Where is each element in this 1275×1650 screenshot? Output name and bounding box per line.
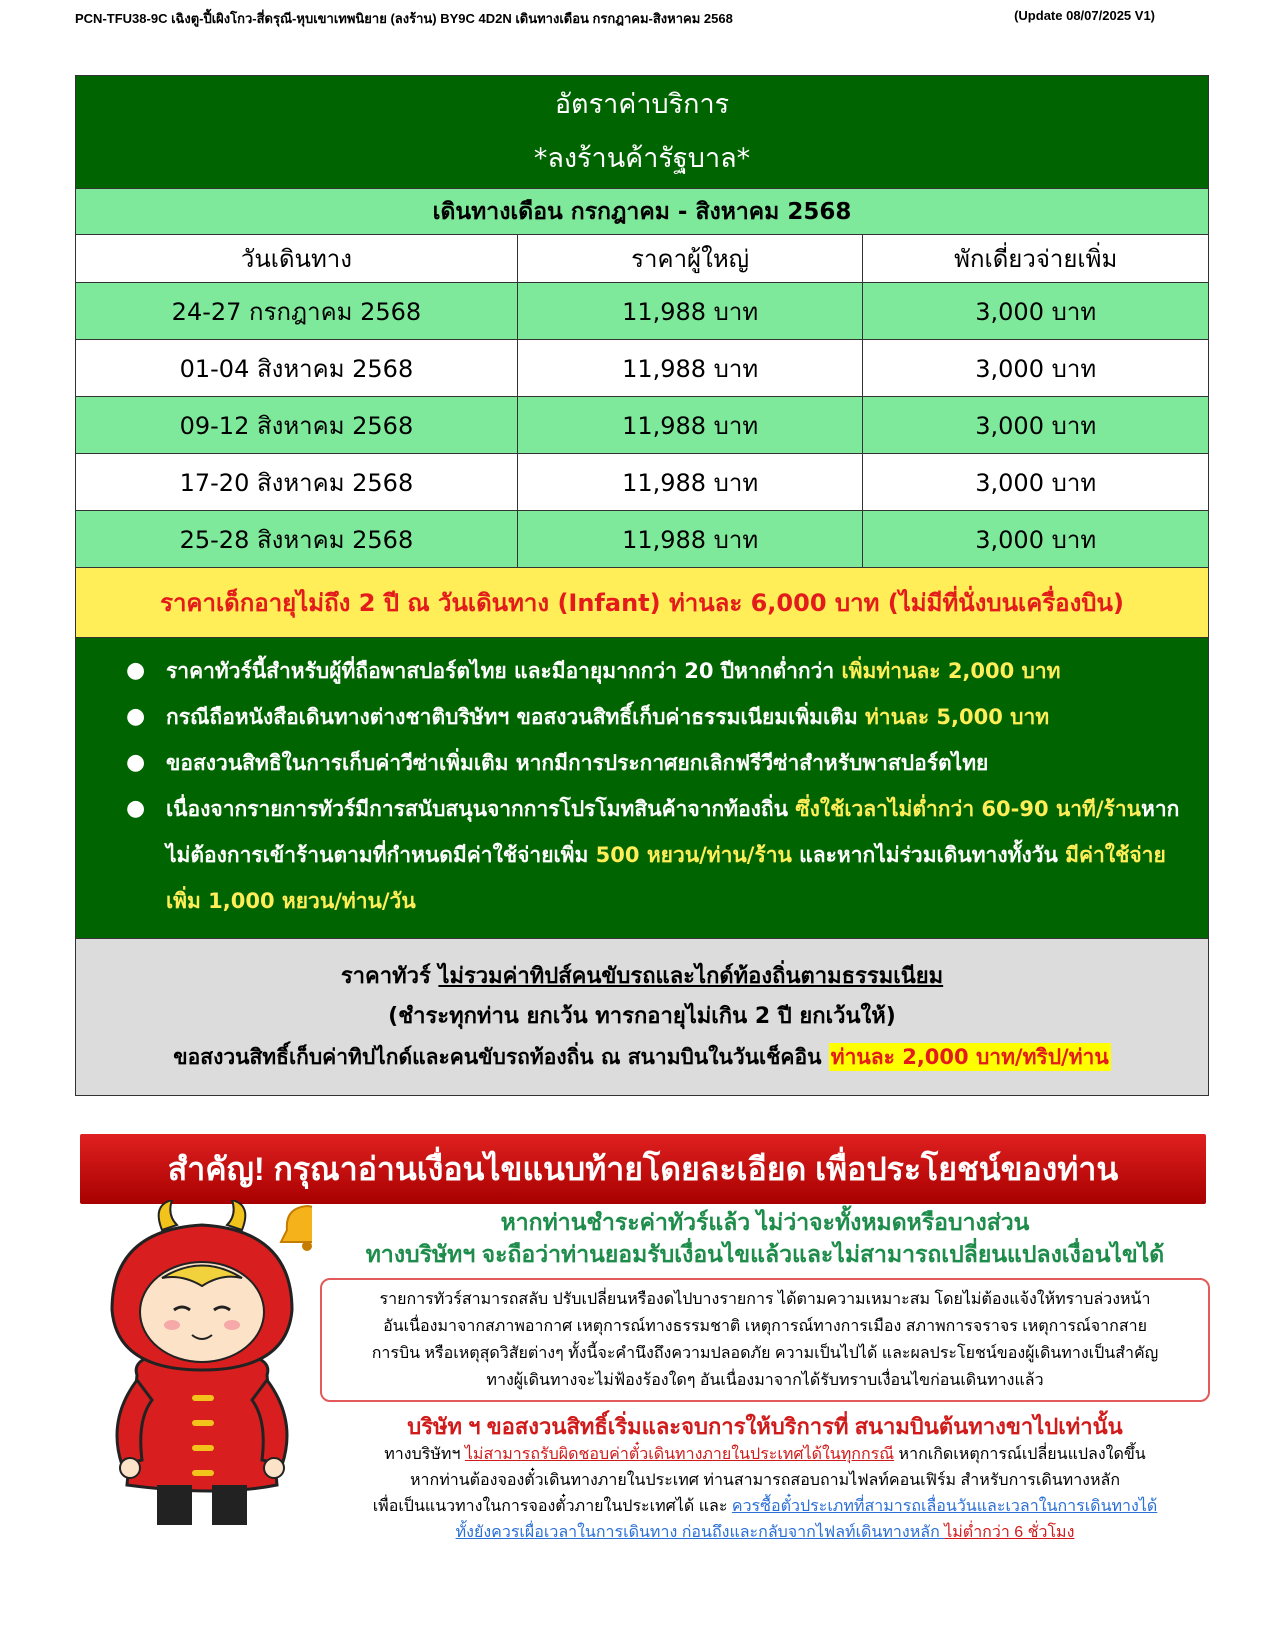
price-table-title bbox=[76, 76, 1209, 189]
tips-panel bbox=[75, 939, 1209, 1096]
table-row bbox=[76, 511, 1209, 568]
tips-underline: ไม่รวมค่าทิปส์คนขับรถและไกด์ท้องถิ่นตามธรรมเนียม bbox=[438, 964, 944, 989]
table-row bbox=[76, 340, 1209, 397]
tour-code-title: PCN-TFU38-9C เฉิงตู-ปี้เผิงโกว-สี่ดรุณี-หุบเขาเทพนิยาย (ลงร้าน) BY9C 4D2N เดินทางเดือน กรกฎาคม-สิงหาคม 2568 bbox=[75, 11, 733, 26]
note-text: และหากไม่ร่วมเดินทางทั้งวัน bbox=[791, 843, 1066, 867]
bullet-icon: ● bbox=[126, 750, 146, 775]
note-text: เนื่องจากรายการทัวร์มีการสนับสนุนจากการโปรโมทสินค้าจากท้องถิ่น bbox=[166, 797, 796, 821]
note-item bbox=[126, 786, 1188, 924]
cond-text: ทางบริษัทฯ bbox=[384, 1446, 465, 1463]
tips-text: ราคาทัวร์ bbox=[340, 964, 439, 989]
note-item bbox=[126, 740, 1188, 786]
domestic-ticket-line-4 bbox=[320, 1520, 1210, 1546]
table-row bbox=[76, 397, 1209, 454]
cell-single-supplement: 3,000 บาท bbox=[863, 511, 1209, 568]
price-table bbox=[75, 75, 1209, 638]
dragon-mascot-icon bbox=[92, 1200, 312, 1540]
table-row bbox=[76, 283, 1209, 340]
note-highlight: ท่านละ 5,000 บาท bbox=[864, 705, 1050, 729]
note-highlight: เพิ่มท่านละ 2,000 บาท bbox=[841, 659, 1061, 683]
note-highlight: มีค่าใช้จ่ายเพิ่ม 1,000 หยวน/ท่าน/วัน bbox=[166, 843, 1166, 913]
col-header-adult: ราคาผู้ใหญ่ bbox=[517, 235, 863, 283]
cond-text: หากเกิดเหตุการณ์เปลี่ยนแปลงใดขึ้น bbox=[894, 1446, 1146, 1463]
bullet-icon: ● bbox=[126, 658, 146, 683]
note-highlight: 500 หยวน/ท่าน/ร้าน bbox=[595, 843, 792, 867]
box-line: การบิน หรือเหตุสุดวิสัยต่างๆ ทั้งนี้จะคำนึงถึงความปลอดภัย ความเป็นไปได้ และผลประโยชน์ของผู้เดินทางเป็นสำคัญ bbox=[371, 1345, 1159, 1362]
cell-date: 17-20 สิงหาคม 2568 bbox=[76, 454, 518, 511]
tips-line-3 bbox=[86, 1037, 1198, 1077]
col-header-date: วันเดินทาง bbox=[76, 235, 518, 283]
tips-line-1 bbox=[86, 957, 1198, 997]
price-section bbox=[75, 75, 1209, 1096]
cond-text: เพื่อเป็นแนวทางในการจองตั๋วภายในประเทศได้ และ bbox=[372, 1498, 732, 1515]
domestic-ticket-line-1 bbox=[320, 1442, 1210, 1468]
cell-adult-price: 11,988 บาท bbox=[517, 511, 863, 568]
note-highlight: ซึ่งใช้เวลาไม่ต่ำกว่า 60-90 นาที/ร้าน bbox=[795, 797, 1141, 821]
payment-acceptance-line-1: หากท่านชำระค่าทัวร์แล้ว ไม่ว่าจะทั้งหมดหรือบางส่วน bbox=[500, 1209, 1030, 1235]
note-text: หากไม่ต้องการเข้าร้านตามที่กำหนดมีค่าใช้จ่ายเพิ่ม bbox=[166, 797, 1180, 867]
note-text: ขอสงวนสิทธิในการเก็บค่าวีซ่าเพิ่มเติม หากมีการประกาศยกเลิกฟรีวีซ่าสำหรับพาสปอร์ตไทย bbox=[166, 751, 989, 775]
important-banner: สำคัญ! กรุณาอ่านเงื่อนไขแนบท้ายโดยละเอียด เพื่อประโยชน์ของท่าน bbox=[80, 1134, 1206, 1204]
cond-underline: ควรซื้อตั๋วประเภทที่สามารถเลื่อนวันและเวลาในการเดินทางได้ bbox=[731, 1498, 1158, 1515]
tips-text: ขอสงวนสิทธิ์เก็บค่าทิปไกด์และคนขับรถท้องถิ่น ณ สนามบินในวันเช็คอิน bbox=[173, 1045, 829, 1069]
itinerary-change-box bbox=[320, 1278, 1210, 1402]
title-line-2: *ลงร้านค้ารัฐบาล* bbox=[533, 143, 751, 174]
note-text: ราคาทัวร์นี้สำหรับผู้ที่ถือพาสปอร์ตไทย และมีอายุมากกว่า 20 ปีหากต่ำกว่า bbox=[166, 659, 842, 683]
note-text: กรณีถือหนังสือเดินทางต่างชาติบริษัทฯ ขอสงวนสิทธิ์เก็บค่าธรรมเนียมเพิ่มเติม bbox=[166, 705, 865, 729]
cell-adult-price: 11,988 บาท bbox=[517, 283, 863, 340]
domestic-ticket-line-2: หากท่านต้องจองตั๋วเดินทางภายในประเทศ ท่านสามารถสอบถามไฟลท์คอนเฟิร์ม สำหรับการเดินทางหลัก bbox=[409, 1472, 1121, 1489]
cell-single-supplement: 3,000 บาท bbox=[863, 454, 1209, 511]
cell-single-supplement: 3,000 บาท bbox=[863, 340, 1209, 397]
cond-underline: ไม่ต่ำกว่า 6 ชั่วโมง bbox=[944, 1524, 1075, 1541]
cell-single-supplement: 3,000 บาท bbox=[863, 397, 1209, 454]
cell-adult-price: 11,988 บาท bbox=[517, 340, 863, 397]
cell-adult-price: 11,988 บาท bbox=[517, 397, 863, 454]
title-line-1: อัตราค่าบริการ bbox=[554, 89, 730, 120]
bullet-icon: ● bbox=[126, 796, 146, 821]
tips-highlight: ท่านละ 2,000 บาท/ทริป/ท่าน bbox=[830, 1045, 1109, 1069]
cell-single-supplement: 3,000 บาท bbox=[863, 283, 1209, 340]
cond-underline: ทั้งยังควรเผื่อเวลาในการเดินทาง ก่อนถึงและกลับจากไฟลท์เดินทางหลัก bbox=[455, 1524, 945, 1541]
cell-date: 24-27 กรกฎาคม 2568 bbox=[76, 283, 518, 340]
update-version: (Update 08/07/2025 V1) bbox=[1014, 8, 1155, 23]
note-item bbox=[126, 694, 1188, 740]
bullet-icon: ● bbox=[126, 704, 146, 729]
cond-underline: ไม่สามารถรับผิดชอบค่าตั๋วเดินทางภายในประเทศได้ในทุกกรณี bbox=[464, 1446, 895, 1463]
table-row bbox=[76, 454, 1209, 511]
cell-adult-price: 11,988 บาท bbox=[517, 454, 863, 511]
domestic-ticket-line-3 bbox=[320, 1494, 1210, 1520]
infant-price-note: ราคาเด็กอายุไม่ถึง 2 ปี ณ วันเดินทาง (Infant) ท่านละ 6,000 บาท (ไม่มีที่นั่งบนเครื่องบิน) bbox=[76, 568, 1209, 638]
col-header-single: พักเดี่ยวจ่ายเพิ่ม bbox=[863, 235, 1209, 283]
cell-date: 01-04 สิงหาคม 2568 bbox=[76, 340, 518, 397]
conditions-section bbox=[320, 1206, 1210, 1546]
service-scope-heading: บริษัท ฯ ขอสงวนสิทธิ์เริ่มและจบการให้บริการที่ สนามบินต้นทางขาไปเท่านั้น bbox=[407, 1414, 1123, 1439]
payment-acceptance-line-2: ทางบริษัทฯ จะถือว่าท่านยอมรับเงื่อนไขแล้วและไม่สามารถเปลี่ยนแปลงเงื่อนไขได้ bbox=[365, 1241, 1165, 1267]
box-line: รายการทัวร์สามารถสลับ ปรับเปลี่ยนหรืองดไปบางรายการ ได้ตามความเหมาะสม โดยไม่ต้องแจ้งให้ทราบล่วงหน้า bbox=[379, 1291, 1151, 1308]
note-item bbox=[126, 648, 1188, 694]
bell-icon bbox=[281, 1202, 312, 1251]
notes-panel bbox=[75, 638, 1209, 939]
box-line: อันเนื่องมาจากสภาพอากาศ เหตุการณ์ทางธรรมชาติ เหตุการณ์ทางการเมือง สภาพการจราจร เหตุการณ์จากสาย bbox=[383, 1318, 1147, 1335]
cell-date: 25-28 สิงหาคม 2568 bbox=[76, 511, 518, 568]
tips-line-2: (ชำระทุกท่าน ยกเว้น ทารกอายุไม่เกิน 2 ปี ยกเว้นให้) bbox=[388, 1004, 896, 1029]
cell-date: 09-12 สิงหาคม 2568 bbox=[76, 397, 518, 454]
document-header bbox=[75, 6, 1155, 28]
box-line: ทางผู้เดินทางจะไม่ฟ้องร้องใดๆ อันเนื่องมาจากได้รับทราบเงื่อนไขก่อนเดินทางแล้ว bbox=[486, 1372, 1044, 1389]
travel-month: เดินทางเดือน กรกฎาคม - สิงหาคม 2568 bbox=[76, 189, 1209, 235]
